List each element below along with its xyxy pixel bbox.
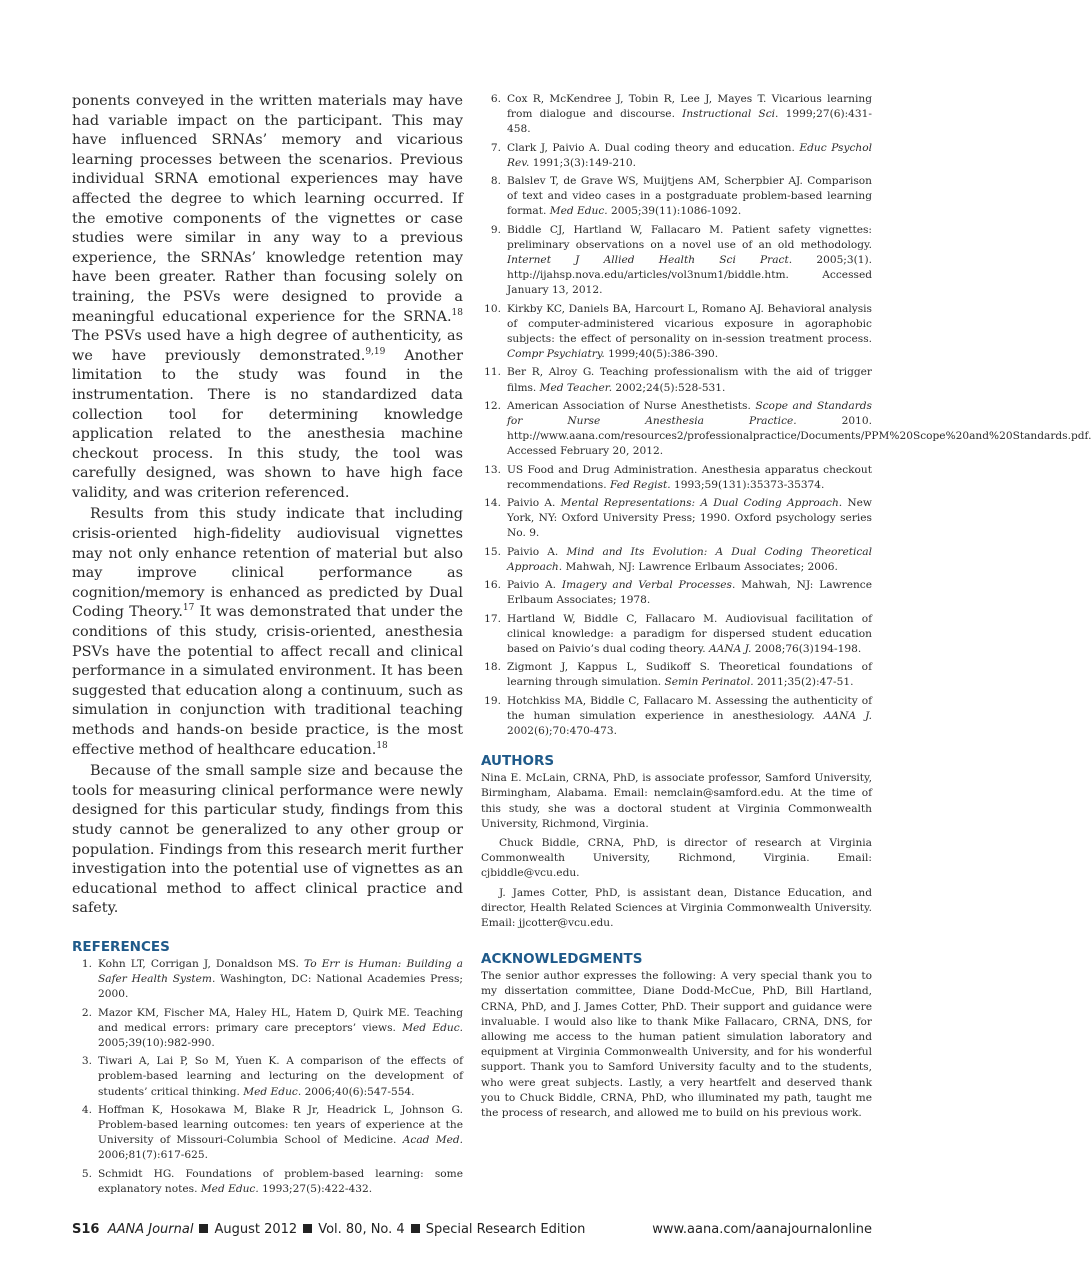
citation-superscript: 18 [376,740,388,751]
reference-source: Educ Psychol Rev. [507,141,872,169]
page-number: S16 [72,1222,100,1237]
reference-number: 6. [490,93,501,105]
journal-url[interactable]: www.aana.com/aanajournalonline [652,1222,872,1237]
reference-details: Mahwah, NJ: Lawrence Erlbaum Associates; 1978. [507,579,872,607]
reference-number: 2. [81,1006,92,1019]
para2-text-b: It was demonstrated that under the conditions of this study, crisis-oriented, anesthesia PSVs have the potential to affect recall and clinical performance in a simulated environment. It has been suggested that education along a continuum, such as simulation in conjunction with traditional teaching methods and hands-on beside practice, is the most effective method of healthcare education. [72,604,464,758]
para1-text-c: Another limitation to the study was found in the instrumentation. There is no standardized data collection tool for determining knowledge application related to the anesthesia machine checkout process. In this study, the tool was carefully designed, was shown to have high face validity, and was criterion referenced. [72,347,463,501]
reference-source: To Err is Human: Building a Safer Health System. [98,957,463,986]
reference-item [481,399,1091,460]
reference-source: Mind and Its Evolution: A Dual Coding Theoretical Approach. [507,545,872,573]
reference-details: 1999;27(6):431-458. [507,108,872,136]
square-bullet-icon [199,1224,208,1233]
left-column [72,92,463,1200]
authors-heading: AUTHORS [481,753,555,770]
reference-source: Instructional Sci. [682,108,779,121]
reference-source: Med Educ. [243,1085,302,1098]
reference-authors-title: Mazor KM, Fischer MA, Haley HL, Hatem D, Quirk ME. Teaching and medical errors: primary care preceptors’ views. [98,1006,463,1034]
reference-item [481,612,872,658]
reference-details: 2008;76(3)194-198. [751,642,862,655]
reference-source: Acad Med. [402,1134,463,1147]
reference-source: AANA J. [709,642,752,655]
reference-authors-title: Cox R, McKendree J, Tobin R, Lee J, Mayes T. Vicarious learning from dialogue and discourse. [507,93,872,121]
body-paragraph-3: Because of the small sample size and because the tools for measuring clinical performance were newly designed for this particular study, findings from this study cannot be generalized to any other group or population. Findings from this research merit further investigation into the potential use of vignettes as an educational method to affect clinical practice and safety. [72,763,463,917]
reference-authors-title: Balslev T, de Grave WS, Muijtjens AM, Scherpbier AJ. Comparison of text and video cases in a postgraduate problem-based learning format. [507,175,872,218]
reference-number: 13. [484,463,501,476]
reference-authors-title: Clark J, Paivio A. Dual coding theory and education. [507,141,800,154]
reference-details: 2005;39(10):982-990. [98,1036,215,1049]
reference-source: Med Educ. [549,205,608,218]
reference-authors-title: Tiwari A, Lai P, So M, Yuen K. A comparison of the effects of problem-based learning and lecturing on the development of students’ critical thinking. [98,1055,463,1098]
reference-number: 11. [484,366,501,379]
reference-details: 1993;27(5):422-432. [258,1182,373,1195]
reference-item [481,302,872,363]
reference-number: 1. [81,957,92,970]
reference-source: Semin Perinatol. [664,676,754,689]
reference-item [481,496,872,542]
body-paragraph-1 [72,92,463,503]
reference-item [481,660,872,690]
reference-authors-title: Hotchkiss MA, Biddle C, Fallacaro M. Assessing the authenticity of the human simulation experience in anesthesiology. [507,694,872,722]
reference-authors-title: US Food and Drug Administration. Anesthesia apparatus checkout recommendations. [507,463,872,491]
reference-details: Washington, DC: National Academies Press; 2000. [98,973,463,1001]
reference-number: 4. [81,1103,92,1116]
square-bullet-icon [303,1224,312,1233]
reference-item [72,1054,463,1100]
reference-details: 2005;3(1). http://ijahsp.nova.edu/articles/vol3num1/biddle.htm. Accessed January 13, 2012. [507,254,872,297]
reference-source: Med Educ. [402,1021,464,1034]
reference-details: 2002;24(5):528-531. [612,381,726,394]
reference-item [72,1167,463,1197]
reference-details: 2006;81(7):617-625. [98,1149,208,1162]
reference-item [481,141,872,171]
citation-superscript: 17 [182,603,195,614]
reference-details: 1991;3(3):149-210. [529,156,636,169]
references-heading: REFERENCES [72,938,170,955]
reference-details: 2005;39(11):1086-1092. [607,205,742,218]
reference-item [481,223,872,299]
reference-item [481,463,872,493]
reference-authors-title: Hartland W, Biddle C, Fallacaro M. Audiovisual facilitation of clinical knowledge: a paradigm for dispersed student education based on Paivio’s dual coding theory. [507,612,872,655]
reference-authors-title: Biddle CJ, Hartland W, Fallacaro M. Patient safety vignettes: preliminary observations on a novel use of an old methodology. [507,223,872,251]
reference-number: 18. [484,661,501,674]
reference-authors-title: Schmidt HG. Foundations of problem-based learning: some explanatory notes. [98,1167,463,1195]
issue-date: August 2012 [214,1222,298,1237]
reference-item [481,545,872,575]
reference-details: 2010. http://www.aana.com/resources2/professionalpractice/Documents/PPM%20Scope%20and%20Standards.pdf. Accessed February 20, 2012. [507,415,1091,458]
reference-details: 2006;40(6):547-554. [301,1085,415,1098]
reference-authors-title: Paivio A. [507,497,561,510]
journal-name: AANA Journal [107,1222,194,1237]
volume-issue: Vol. 80, No. 4 [318,1222,405,1237]
reference-details: 2002(6);70:470-473. [507,724,617,737]
citation-superscript: 9,19 [365,346,386,357]
reference-item [481,694,872,740]
reference-item [72,957,463,1003]
reference-number: 15. [484,545,501,558]
reference-number: 9. [490,223,501,236]
reference-source: Imagery and Verbal Processes. [561,579,736,592]
reference-item [481,174,872,220]
reference-number: 8. [490,175,501,188]
reference-item [481,365,872,395]
reference-source: Compr Psychiatry. [507,348,605,361]
right-column [481,92,1091,1121]
reference-source: Scope and Standards for Nurse Anesthesia Practice. [507,399,872,428]
reference-number: 14. [484,497,501,510]
reference-number: 17. [484,612,501,625]
reference-authors-title: Zigmont J, Kappus L, Sudikoff S. Theoretical foundations of learning through simulation. [507,661,872,689]
reference-item [72,1006,463,1052]
reference-authors-title: Kirkby KC, Daniels BA, Harcourt L, Romano AJ. Behavioral analysis of computer-administered vicarious exposure in agoraphobic subjects: the effect of personality on in-session treatment process. [507,302,872,346]
reference-item [481,92,872,138]
reference-item [481,578,872,608]
reference-number: 10. [484,302,501,315]
reference-details: Mahwah, NJ: Lawrence Erlbaum Associates; 2006. [562,560,838,573]
reference-source: Med Teacher. [539,381,613,394]
reference-authors-title: American Association of Nurse Anesthetists. [507,399,756,412]
references-list-left [72,957,463,1197]
body-paragraph-2 [72,505,463,760]
reference-number: 19. [484,694,501,707]
reference-source: Mental Representations: A Dual Coding Approach. [560,497,843,510]
reference-number: 16. [484,579,501,592]
edition-label: Special Research Edition [425,1222,586,1237]
author-bio-1: Nina E. McLain, CRNA, PhD, is associate professor, Samford University, Birmingham, Alabama. Email: nemclain@samford.edu. At the time of this study, she was a doctoral student at Virginia Commonwealth University, Richmond, Virginia. [481,772,872,830]
citation-superscript: 18 [451,307,463,318]
reference-authors-title: Paivio A. [507,579,562,592]
reference-number: 7. [490,141,501,154]
para1-text-b: The PSVs used have a high degree of authenticity, as we have previously demonstrated. [72,328,463,364]
reference-number: 12. [484,399,501,412]
reference-details: 1993;59(131):35373-35374. [670,478,825,491]
reference-source: Internet J Allied Health Sci Pract. [507,254,793,267]
reference-source: Med Educ. [200,1182,259,1195]
reference-number: 3. [81,1055,92,1068]
para2-text-a: Results from this study indicate that including crisis-oriented high-fidelity audiovisual vignettes may not only enhance retention of material but also may improve clinical performance as cognition/memory is enhanced as predicted by Dual Coding Theory. [72,506,463,621]
reference-source: Fed Regist. [609,478,671,491]
reference-authors-title: Ber R, Alroy G. Teaching professionalism with the aid of trigger films. [507,366,872,394]
acknowledgments-heading: ACKNOWLEDGMENTS [481,951,643,968]
footer-citation [72,1222,585,1237]
author-bio-2: Chuck Biddle, CRNA, PhD, is director of research at Virginia Commonwealth University, Richmond, Virginia. Email: cjbiddle@vcu.edu. [481,836,872,880]
reference-details: 2011;35(2):47-51. [753,676,854,689]
reference-authors-title: Kohn LT, Corrigan J, Donaldson MS. [98,957,304,970]
reference-authors-title: Hoffman K, Hosokawa M, Blake R Jr, Headrick L, Johnson G. Problem-based learning outcomes: ten years of experience at the University of Missouri-Columbia School of Medicine. [98,1103,463,1147]
reference-item [72,1103,463,1164]
reference-details: New York, NY: Oxford University Press; 1990. Oxford psychology series No. 9. [507,497,872,540]
author-bio-3: J. James Cotter, PhD, is assistant dean, Distance Education, and director, Health Related Sciences at Virginia Commonwealth University. Email: jjcotter@vcu.edu. [481,886,872,929]
acknowledgments-text: The senior author expresses the following: A very special thank you to my dissertation committee, Diane Dodd-McCue, PhD, Bill Hartland, CRNA, PhD, and J. James Cotter, PhD. Their support and guidance were invaluable. I would also like to thank Mike Fallacaro, CRNA, DNS, for allowing me access to the human patient simulation laboratory and equipment at Virginia Commonwealth University, and for his wonderful support. Thank you to Samford University faculty and to the students, who were great subjects. Lastly, a very heartfelt and deserved thank you to Chuck Biddle, CRNA, PhD, who illuminated my path, taught me the process of research, and allowed me to build on his previous work. [481,970,872,1119]
reference-details: 1999;40(5):386-390. [604,348,719,361]
reference-authors-title: Paivio A. [507,545,567,558]
reference-source: AANA J. [823,709,872,722]
reference-number: 5. [81,1167,92,1180]
references-list-right [481,92,1091,739]
square-bullet-icon [411,1224,420,1233]
para1-text-a: ponents conveyed in the written materials may have had variable impact on the participant. This may have influenced SRNAs’ memory and vicarious learning processes between the scenarios. Previous individual SRNA emotional experiences may have affected the degree to which learning occurred. If the emotive components of the vignettes or case studies were similar in any way to a previous experience, the SRNAs’ knowledge retention may have been greater. Rather than focusing solely on training, the PSVs were designed to provide a meaningful educational experience for the SRNA. [72,93,463,325]
page-footer [72,1222,872,1242]
